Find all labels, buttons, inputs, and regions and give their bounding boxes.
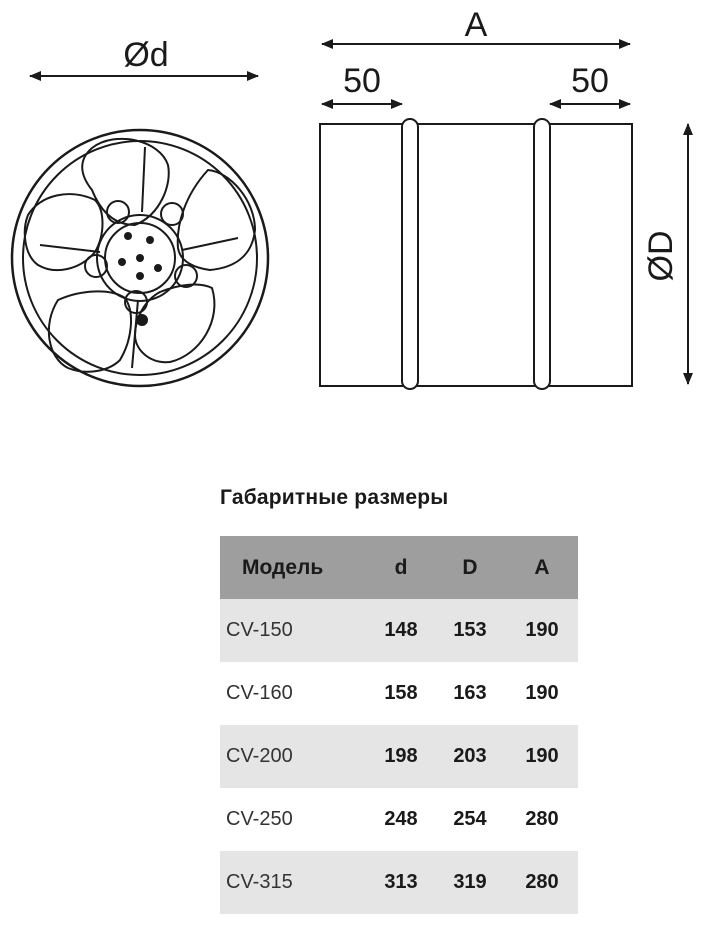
cell-d: 158 (384, 682, 418, 704)
outer-diameter-label: ØD (642, 230, 680, 282)
cell-d: 148 (384, 619, 418, 641)
front-diameter-label: Ød (123, 36, 169, 74)
collar-right-dimension (550, 62, 630, 104)
cell-A: 190 (525, 745, 559, 767)
table-header-row (220, 536, 578, 599)
collar-right-label: 50 (571, 62, 609, 100)
cell-model: CV-315 (226, 871, 293, 893)
cell-D: 163 (453, 682, 487, 704)
collar-left-label: 50 (343, 62, 381, 100)
cell-d: 248 (384, 808, 418, 830)
cell-A: 280 (525, 871, 559, 893)
cell-D: 203 (453, 745, 487, 767)
table-row (220, 788, 578, 851)
cell-d: 313 (384, 871, 418, 893)
front-diameter-dimension (30, 36, 258, 76)
header-A: A (534, 555, 550, 579)
length-label: A (464, 6, 488, 44)
cell-model: CV-150 (226, 619, 293, 641)
fan-front-view (12, 130, 268, 386)
dimensions-table (220, 536, 578, 914)
length-dimension (322, 6, 630, 44)
cell-A: 190 (525, 619, 559, 641)
cell-model: CV-160 (226, 682, 293, 704)
collar-left-dimension (322, 62, 402, 104)
cell-D: 153 (453, 619, 487, 641)
header-model: Модель (242, 555, 324, 579)
table-row (220, 725, 578, 788)
table-title: Габаритные размеры (220, 486, 449, 509)
cell-d: 198 (384, 745, 418, 767)
cell-model: CV-200 (226, 745, 293, 767)
cell-D: 254 (453, 808, 487, 830)
duct-side-view (320, 119, 632, 389)
table-row (220, 599, 578, 662)
header-D: D (462, 555, 478, 579)
cell-A: 190 (525, 682, 559, 704)
cell-D: 319 (453, 871, 487, 893)
cell-model: CV-250 (226, 808, 293, 830)
header-d: d (394, 555, 408, 579)
cell-A: 280 (525, 808, 559, 830)
table-row (220, 662, 578, 725)
table-row (220, 851, 578, 914)
outer-diameter-dimension (642, 124, 688, 384)
